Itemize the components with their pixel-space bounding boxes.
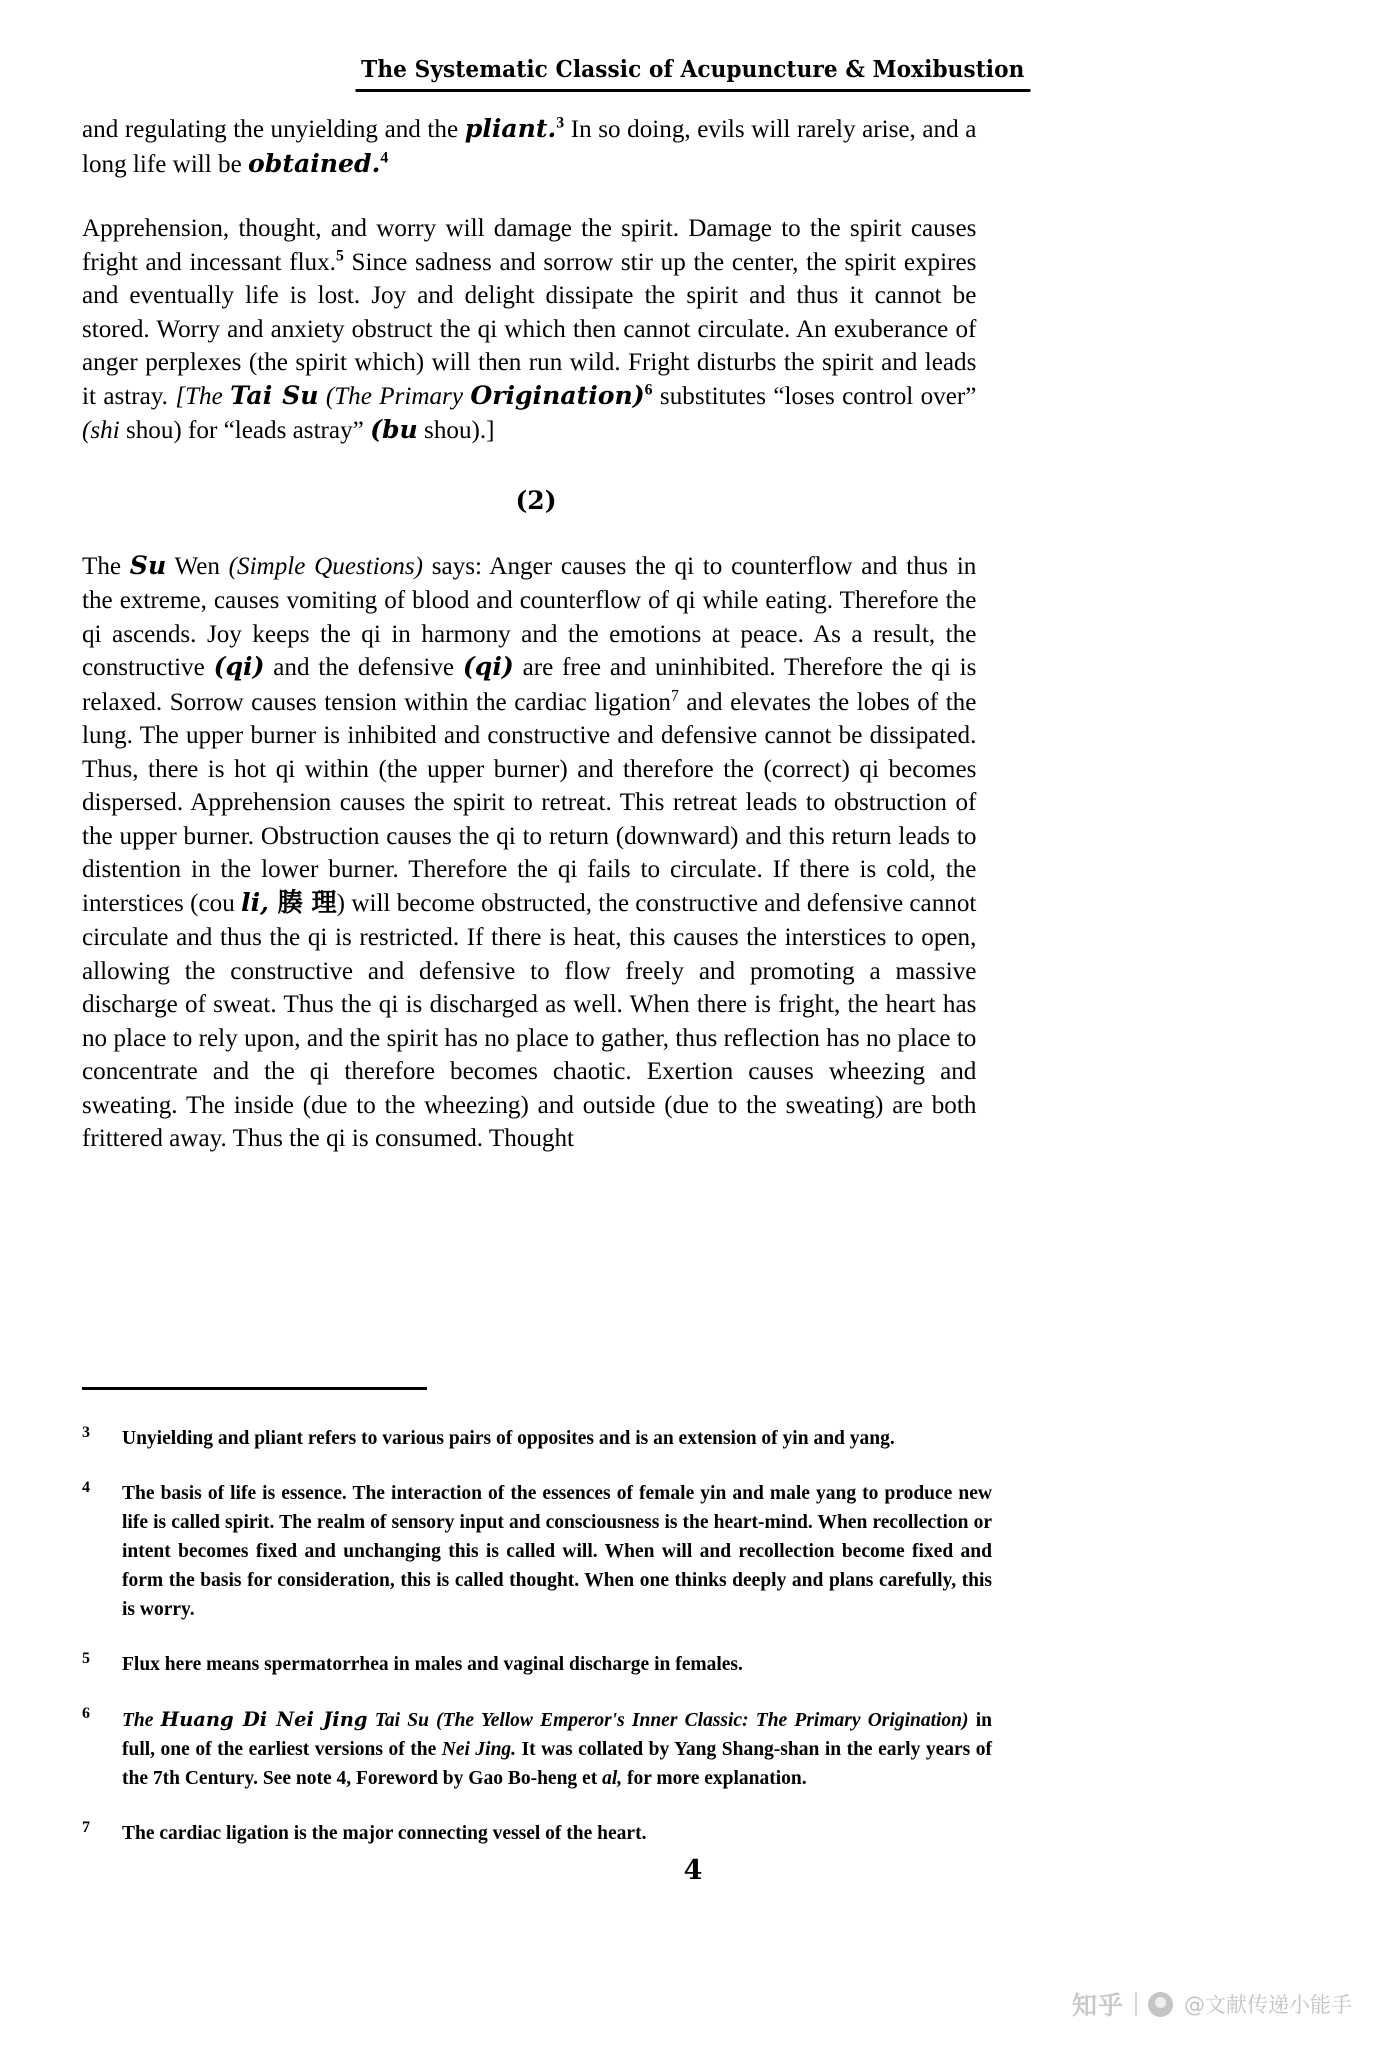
footnote-ref-6[interactable]: 6: [644, 381, 653, 398]
section-number: (2): [515, 485, 557, 515]
p3-simple-questions: (Simple Questions): [228, 550, 423, 580]
p2-origination: Origination): [470, 380, 645, 411]
footnote-3-text: Unyielding and pliant refers to various pairs of opposites and is an extension of yin and yang.: [122, 1428, 895, 1449]
footnote-6-huang-di-nei-jing: Huang Di Nei Jing: [160, 1708, 368, 1731]
footnote-4-text: The basis of life is essence. The interaction of the essences of female yin and male yang to produce new life is called spirit. The realm of sensory input and consciousness is the heart-mind. When recollection or intent becomes fixed and unchanging this is called will. When will and recollection become fixed and form the basis for consideration, this is called thought. When one thinks deeply and plans carefully, this is worry.: [122, 1483, 992, 1620]
footnote-3: [82, 1424, 992, 1453]
footnote-6-seg-d: It was collated by Yang Shang-shan in the early years of the 7th Century. See note 4, Foreword by Gao Bo-heng et: [122, 1739, 992, 1789]
p1-seg-a: and regulating the unyielding and the: [82, 114, 465, 143]
footnote-6-seg-c: in full, one of the earliest versions of the: [122, 1710, 993, 1760]
footnotes-block: [82, 1424, 992, 1874]
footnote-6-nei-jing: Nei Jing.: [441, 1739, 517, 1760]
zhihu-logo: 知乎: [1071, 1991, 1124, 2020]
footnote-3-marker: 3: [82, 1424, 90, 1441]
p2-seg-e: shou).]: [417, 415, 495, 444]
footnote-ref-4[interactable]: 4: [380, 149, 389, 166]
p3-wen: Wen: [166, 550, 229, 580]
footnote-ref-3[interactable]: 3: [556, 114, 565, 132]
watermark-divider: [1135, 1992, 1137, 2016]
footnote-6: [82, 1705, 992, 1793]
p2-bracket-open: [The: [175, 380, 231, 410]
footnote-7-marker: 7: [82, 1819, 90, 1836]
p3-seg-f: and elevates the lobes of the lung. The upper burner is inhibited and constructive and defensive cannot be dissipated. Thus, there is hot qi within (the upper burner) and therefore the (correct) qi becomes dispersed. Apprehension causes the spirit to retreat. This retreat leads to obstruction of the upper burner. Obstruction causes the qi to return (downward) and this return leads to distention in the lower burner. Therefore the qi fails to circulate. If there is cold, the interstices (cou: [82, 686, 977, 917]
paragraph-1: [82, 112, 976, 181]
p1-obtained: obtained.: [248, 148, 381, 179]
footnote-4-marker: 4: [82, 1479, 90, 1496]
paragraph-2: [82, 211, 976, 448]
p3-seg-g: ) will become obstructed, the constructive and defensive cannot circulate and thus the qi is restricted. If there is heat, this causes the interstices to open, allowing the constructive and defensive to flow freely and promoting a massive discharge of sweat. Thus the qi is discharged as well. When there is fright, the heart has no place to rely upon, and the spirit has no place to gather, thus reflection has no place to concentrate and the qi therefore becomes chaotic. Exertion causes wheezing and sweating. The inside (due to the wheezing) and outside (due to the sweating) are both frittered away. Thus the qi is consumed. Thought: [82, 887, 977, 1152]
p3-seg-e: are free and uninhibited. Therefore the qi is relaxed. Sorrow causes tension within the cardiac ligation: [82, 652, 977, 716]
p2-bu: (bu: [370, 415, 418, 445]
footnote-6-marker: 6: [82, 1705, 90, 1722]
footnote-separator: [82, 1387, 427, 1390]
p1-seg-b: In so doing, evils will rarely arise, and a long life will be: [82, 114, 977, 178]
p2-tai-su: Tai Su: [230, 380, 319, 411]
footnote-5: [82, 1650, 992, 1679]
avatar-icon: [1148, 1992, 1173, 2017]
footnote-ref-5[interactable]: 5: [335, 247, 344, 264]
watermark-username: @文献传递小能手: [1184, 1993, 1352, 2017]
p3-li: li,: [241, 887, 269, 918]
footnote-6-al: al,: [602, 1768, 623, 1789]
footnote-ref-7[interactable]: 7: [670, 687, 679, 704]
running-head-title: The Systematic Classic of Acupuncture & Moxibustion: [356, 56, 1031, 92]
p3-su: Su: [129, 550, 167, 581]
p2-seg-b: Since sadness and sorrow stir up the center, the spirit expires and eventually life is lost. Joy and delight dissipate the spirit and thus it cannot be stored. Worry and anxiety obstruct the qi which then cannot circulate. An exuberance of anger perplexes (the spirit which) will then run wild. Fright disturbs the spirit and leads it astray.: [82, 246, 977, 410]
watermark: [1072, 1986, 1352, 2022]
p2-shi: (shi: [82, 415, 120, 444]
p2-primary: (The Primary: [318, 380, 471, 410]
footnote-5-text: Flux here means spermatorrhea in males and vaginal discharge in females.: [122, 1654, 743, 1675]
page-number: 4: [683, 1855, 703, 1886]
footnote-4: [82, 1479, 992, 1624]
p3-seg-a: The: [82, 550, 130, 580]
p1-pliant: pliant.: [464, 114, 557, 144]
footnote-7-text: The cardiac ligation is the major connecting vessel of the heart.: [122, 1823, 647, 1844]
p2-seg-d: shou) for “leads astray”: [119, 415, 371, 444]
p2-seg-a: Apprehension, thought, and worry will damage the spirit. Damage to the spirit causes fright and incessant flux.: [82, 213, 977, 276]
p2-seg-c: substitutes “loses control over”: [652, 380, 977, 410]
running-head: [0, 56, 1386, 92]
footnote-7: [82, 1819, 992, 1848]
p3-cjk-couli: 腠 理: [268, 887, 337, 918]
p3-seg-c: says: Anger causes the qi to counterflow and thus in the extreme, causes vomiting of blood and counterflow of qi while eating. Therefore the qi ascends. Joy keeps the qi in harmony and the emotions at peace. As a result, the constructive: [82, 550, 977, 681]
footnote-5-marker: 5: [82, 1650, 90, 1667]
p3-seg-d: and the defensive: [264, 652, 463, 681]
footnote-6-seg-a: The: [122, 1710, 161, 1731]
p3-qi-1: (qi): [213, 652, 265, 682]
p3-qi-2: (qi): [462, 652, 514, 682]
body-column: [82, 112, 990, 1155]
footnote-6-seg-b: Tai Su (The Yellow Emperor's Inner Classic: The Primary Origination): [367, 1710, 969, 1731]
footnote-6-seg-e: for more explanation.: [622, 1768, 807, 1789]
paragraph-3: [82, 549, 976, 1155]
